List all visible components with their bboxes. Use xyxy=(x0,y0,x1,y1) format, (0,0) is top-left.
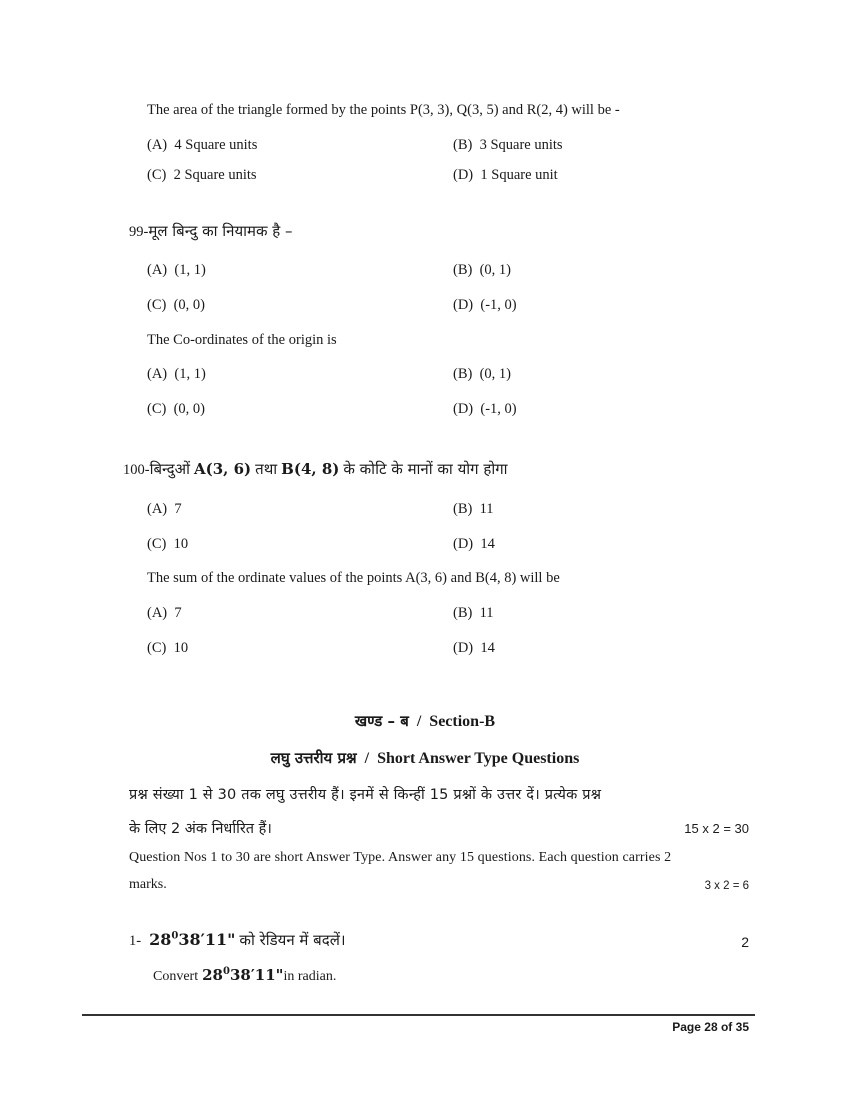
q99-english-question: The Co-ordinates of the origin is xyxy=(147,332,337,348)
q99-hindi-option-a: (A) (1, 1) xyxy=(147,262,206,278)
q98-option-d: (D) 1 Square unit xyxy=(453,167,558,183)
q98-english-question: The area of the triangle formed by the points P(3, 3), Q(3, 5) and R(2, 4) will be - xyxy=(147,102,620,118)
english-marks: 3 x 2 = 6 xyxy=(704,880,749,892)
q99-hindi-option-d: (D) (-1, 0) xyxy=(453,297,517,313)
q99-hindi-option-b: (B) (0, 1) xyxy=(453,262,512,278)
q100-hindi-option-c: (C) 10 xyxy=(147,536,189,552)
q1-hindi-question: 1- $28^038'11$" को रेडियन में बदलें। xyxy=(129,930,346,949)
q99-english-option-a: (A) (1, 1) xyxy=(147,366,206,382)
q99-hindi-option-c: (C) (0, 0) xyxy=(147,297,206,313)
q100-english-option-d: (D) 14 xyxy=(453,640,495,656)
english-instruction-line1: Question Nos 1 to 30 are short Answer Type. Answer any 15 questions. Each question carries 2 xyxy=(129,850,672,865)
q100-hindi-option-a: (A) 7 xyxy=(147,501,182,517)
q98-option-b: (B) 3 Square units xyxy=(453,137,563,153)
q100-hindi-question: 100-बिन्दुओं A(3, 6) तथा B(4, 8) के कोटि के मानों का योग होगा xyxy=(123,460,508,478)
hindi-marks: 15 x 2 = 30 xyxy=(684,821,749,836)
q100-hindi-option-b: (B) 11 xyxy=(453,501,494,517)
q99-english-option-d: (D) (-1, 0) xyxy=(453,401,517,417)
q100-english-option-b: (B) 11 xyxy=(453,605,494,621)
english-instruction-line2: marks. xyxy=(129,877,167,892)
hindi-instruction-line1: प्रश्न संख्या 1 से 30 तक लघु उत्तरीय हैं। इनमें से किन्हीं 15 प्रश्नों के उत्तर दें। प्रत्येक प्रश्न xyxy=(129,787,602,803)
q99-hindi-question: 99-मूल बिन्दु का नियामक है – xyxy=(129,222,293,240)
q99-english-option-b: (B) (0, 1) xyxy=(453,366,512,382)
q100-english-option-a: (A) 7 xyxy=(147,605,182,621)
page-number: Page 28 of 35 xyxy=(672,1020,749,1034)
hindi-instruction-line2: के लिए 2 अंक निर्धारित हैं। xyxy=(129,821,272,837)
footer-divider xyxy=(82,1014,755,1016)
q100-english-question: The sum of the ordinate values of the points A(3, 6) and B(4, 8) will be xyxy=(147,570,560,586)
q1-marks: 2 xyxy=(741,934,749,950)
section-title: खण्ड – ब / Section-B xyxy=(354,712,496,730)
section-subtitle: लघु उत्तरीय प्रश्न / Short Answer Type Questions xyxy=(270,749,580,767)
q98-option-a: (A) 4 Square units xyxy=(147,137,258,153)
q98-option-c: (C) 2 Square units xyxy=(147,167,257,183)
q100-english-option-c: (C) 10 xyxy=(147,640,189,656)
q100-hindi-option-d: (D) 14 xyxy=(453,536,495,552)
q1-english-question: Convert $28^038'11"in$ radian. xyxy=(153,966,337,984)
q99-english-option-c: (C) (0, 0) xyxy=(147,401,206,417)
